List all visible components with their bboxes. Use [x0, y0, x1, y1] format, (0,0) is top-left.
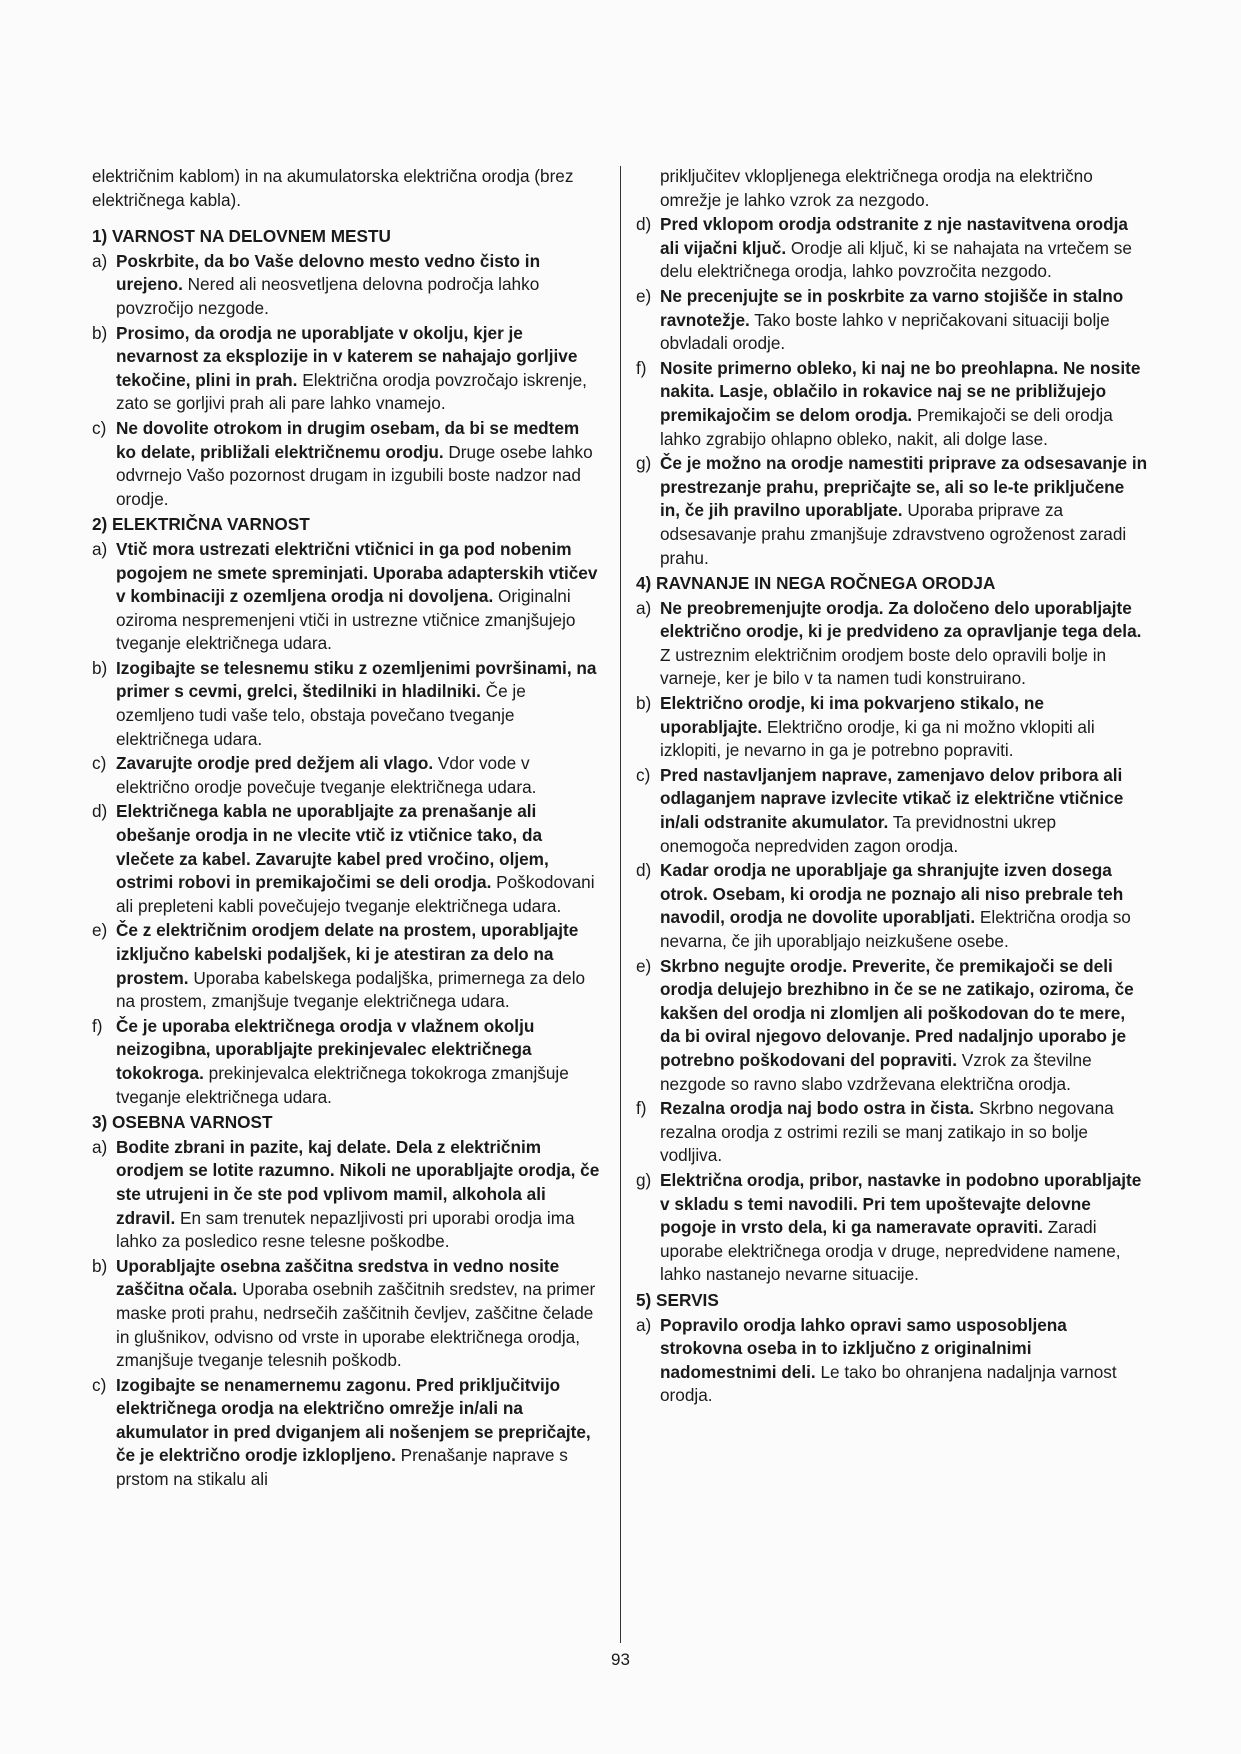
item-text: Le tako bo ohranjena nadaljnja varnost orodja. [660, 1361, 1117, 1406]
item-bold-text: Če je možno na orodje namestiti priprave za odsesavanje in prestrezanje prahu, prepričajte se, ali so le-te priključene in, če jih pravilno uporabljate. [660, 453, 1148, 521]
item-label: d) [636, 860, 652, 881]
item-text: prekinjevalca električnega tokokroga zmanjšuje tveganje električnega udara. [116, 1062, 569, 1107]
section-electrical-safety [92, 513, 604, 1109]
item-bold-text: Vtič mora ustrezati električni vtičnici in ga pod nobenim pogojem ne smete spreminjati. Uporaba adapterskih vtičev v kombinaciji z ozemljena orodja ni dovoljena. [116, 538, 598, 607]
list-item [636, 955, 1148, 1097]
item-text: Ta previdnostni ukrep onemogoča nepredviden zagon orodja. [660, 812, 1057, 856]
right-column [636, 165, 1148, 1409]
item-bold-text: Ne precenjujte se in poskrbite za varno stojišče in stalno ravnotežje. [660, 285, 1124, 330]
section-service [636, 1289, 1148, 1408]
item-text: Tako boste lahko v nepričakovani situaciji bolje obvladali orodje. [660, 309, 1110, 354]
item-text: Uporaba kabelskega podaljška, primernega za delo na prostem, zmanjšuje tveganje električnega udara. [116, 967, 586, 1012]
item-label: b) [636, 693, 652, 714]
list-item [92, 1374, 604, 1492]
list-item [636, 692, 1148, 763]
item-text: Druge osebe lahko odvrnejo Vašo pozornost drugam in izgubili boste nadzor nad orodje. [116, 441, 593, 509]
item-text: Skrbno negovana rezalna orodja z ostrimi rezili se manj zatikajo in so bolje vodljiva. [660, 1098, 1114, 1166]
item-text: Zaradi uporabe električnega orodja v druge, nepredvidene namene, lahko nastanejo nevarne situacije. [660, 1217, 1121, 1285]
section-heading: 2) ELEKTRIČNA VARNOST [92, 514, 310, 535]
item-label: d) [92, 801, 108, 822]
list-item [636, 764, 1148, 858]
item-bold-text: Električnega kabla ne uporabljajte za prenašanje ali obešanje orodja in ne vlecite vtič iz vtičnice tako, da vlečete za kabel. Zavarujte kabel pred vročino, oljem, ostrimi robovi in premikajočimi se deli orodja. [116, 801, 549, 893]
section-heading: 3) OSEBNA VARNOST [92, 1112, 273, 1133]
list-item [636, 357, 1148, 451]
section-heading: 4) RAVNANJE IN NEGA ROČNEGA ORODJA [636, 573, 996, 594]
left-column [92, 165, 604, 1493]
list-item [92, 800, 604, 918]
section-workplace-safety [92, 225, 604, 511]
column-divider [620, 166, 621, 1643]
list-item [636, 859, 1148, 953]
item-text: Poškodovani ali prepleteni kabli povečujejo tveganje električnega udara. [116, 872, 595, 916]
item-bold-text: Poskrbite, da bo Vaše delovno mesto vedno čisto in urejeno. [116, 250, 541, 295]
item-label: d) [636, 214, 652, 235]
item-label: b) [92, 322, 108, 343]
item-label: a) [636, 1314, 652, 1335]
continuation-paragraph: priključitev vklopljenega električnega orodja na električno omrežje je lahko vzrok za nezgodo. [660, 166, 1093, 210]
item-label: f) [636, 357, 647, 378]
item-label: e) [92, 920, 108, 941]
item-bold-text: Skrbno negujte orodje. Preverite, če premikajoči se deli orodja delujejo brezhibno in če se ne zatikajo, oziroma, če kakšen del orodja ni zlomljen ali poškodovan do te mere, da bi oviral njegovo delovanje. Pred nadaljnjo uporabo je potrebno poškodovani del popraviti. [660, 955, 1134, 1070]
item-bold-text: Ne preobremenjujte orodja. Za določeno delo uporabljajte električno orodje, ki je predvideno za opravljanje tega dela. [660, 597, 1142, 642]
intro-paragraph: električnim kablom) in na akumulatorska električna orodja (brez električnega kabla). [92, 166, 574, 210]
list-item [636, 1169, 1148, 1287]
section-heading: 5) SERVIS [636, 1289, 719, 1310]
list-item [92, 250, 604, 321]
item-bold-text: Rezalna orodja naj bodo ostra in čista. [660, 1098, 975, 1119]
page-number: 93 [611, 1650, 630, 1669]
item-text: Električna orodja so nevarna, če jih uporabljajo neizkušene osebe. [660, 907, 1131, 951]
list-item [92, 657, 604, 751]
item-bold-text: Bodite zbrani in pazite, kaj delate. Dela z električnim orodjem se lotite razumno. Nikoli ne uporabljajte orodja, če ste utrujeni in če ste pod vplivom mamil, alkohola ali zdravil. [116, 1136, 600, 1228]
item-text: Premikajoči se deli orodja lahko zgrabijo ohlapno obleko, nakit, ali dolge lase. [660, 404, 1113, 449]
list-item [92, 919, 604, 1013]
list-item [636, 285, 1148, 356]
item-label: a) [92, 250, 108, 271]
item-label: a) [92, 1136, 108, 1157]
item-bold-text: Če z električnim orodjem delate na prostem, uporabljajte izključno kabelski podaljšek, ki je atestiran za delo na prostem. [116, 920, 579, 988]
item-label: e) [636, 955, 652, 976]
list-item [636, 597, 1148, 691]
section-tool-use-care [636, 572, 1148, 1287]
item-label: g) [636, 453, 652, 474]
list-item [92, 1015, 604, 1109]
item-label: a) [636, 597, 652, 618]
list-item [92, 538, 604, 656]
item-label: c) [92, 753, 107, 774]
list-item [636, 452, 1148, 570]
item-text: Nered ali neosvetljena delovna področja lahko povzročijo nezgode. [116, 274, 540, 318]
item-label: e) [636, 285, 652, 306]
item-text: Električno orodje, ki ga ni možno vklopiti ali izklopiti, je nevarno in ga je potrebno popraviti. [660, 716, 1095, 761]
item-bold-text: Kadar orodja ne uporabljaje ga shranjujte izven dosega otrok. Osebam, ki orodja ne poznajo ali niso prebrale teh navodil, orodja ne dovolite uporabljati. [660, 860, 1124, 928]
item-text: Prenašanje naprave s prstom na stikalu ali [116, 1445, 568, 1490]
list-item [636, 1314, 1148, 1408]
list-item [636, 213, 1148, 284]
item-bold-text: Pred vklopom orodja odstranite z nje nastavitvena orodja ali vijačni ključ. [660, 214, 1128, 258]
list-item [92, 1255, 604, 1373]
item-label: b) [92, 1255, 108, 1276]
item-bold-text: Električna orodja, pribor, nastavke in podobno uporabljajte v skladu s temi navodili. Pri tem upoštevajte delovne pogoje in vrsto dela, ki ga nameravate opraviti. [660, 1169, 1142, 1238]
item-bold-text: Zavarujte orodje pred dežjem ali vlago. [116, 753, 434, 774]
list-item [92, 417, 604, 511]
item-text: Vzrok za številne nezgode so ravno slabo vzdrževana električna orodja. [660, 1049, 1092, 1094]
item-label: c) [636, 764, 651, 785]
item-text: En sam trenutek nepazljivosti pri uporabi orodja ima lahko za posledico resne telesne poškodbe. [116, 1207, 575, 1252]
item-text: Če je ozemljeno tudi vaše telo, obstaja povečano tveganje električnega udara. [116, 681, 526, 749]
item-text: Električna orodja povzročajo iskrenje, zato se gorljivi prah ali pare lahko vnamejo. [116, 369, 587, 414]
list-item [92, 752, 604, 799]
list-item [92, 1136, 604, 1254]
item-bold-text: Izogibajte se telesnemu stiku z ozemljenimi površinami, na primer s cevmi, grelci, štedilniki in hladilniki. [116, 657, 597, 702]
item-label: b) [92, 657, 108, 678]
item-text: Uporaba osebnih zaščitnih sredstev, na primer maske proti prahu, nedrsečih zaščitnih čevljev, zaščitne čelade in glušnikov, odvisno od vrste in uporabe električnega orodja, zmanjšuje tveganje telesnih poškodb. [116, 1279, 596, 1371]
item-label: f) [636, 1098, 647, 1119]
item-bold-text: Električno orodje, ki ima pokvarjeno stikalo, ne uporabljajte. [660, 693, 1044, 737]
item-label: a) [92, 538, 108, 559]
item-label: g) [636, 1169, 652, 1190]
item-bold-text: Nosite primerno obleko, ki naj ne bo preohlapna. Ne nosite nakita. Lasje, oblačilo in rokavice naj se ne približujejo premikajočim se delom orodja. [660, 357, 1141, 425]
list-item [636, 1097, 1148, 1168]
item-bold-text: Popravilo orodja lahko opravi samo usposobljena strokovna oseba in to izključno z originalnimi nadomestnimi deli. [660, 1314, 1067, 1382]
list-item [92, 322, 604, 416]
section-heading: 1) VARNOST NA DELOVNEM MESTU [92, 226, 391, 247]
item-label: f) [92, 1015, 103, 1036]
item-bold-text: Izogibajte se nenamernemu zagonu. Pred priključitvijo električnega orodja na električno omrežje in/ali na akumulator in pred dviganjem ali nošenjem se prepričajte, če je električno orodje izklopljeno. [116, 1374, 591, 1466]
section-personal-safety [92, 1111, 604, 1492]
item-text: Vdor vode v električno orodje povečuje tveganje električnega udara. [116, 753, 537, 797]
item-bold-text: Uporabljajte osebna zaščitna sredstva in vedno nosite zaščitna očala. [116, 1255, 560, 1300]
item-text: Originalni oziroma nespremenjeni vtiči in ustrezne vtičnice zmanjšujejo tveganje električnega udara. [116, 586, 576, 654]
item-text: Z ustreznim električnim orodjem boste delo opravili bolje in varneje, ker je bilo v ta namen tudi konstruirano. [660, 644, 1107, 689]
item-label: c) [92, 417, 107, 438]
item-bold-text: Pred nastavljanjem naprave, zamenjavo delov pribora ali odlaganjem naprave izvlecite vtikač iz električne vtičnice in/ali odstranite akumulator. [660, 764, 1124, 833]
item-bold-text: Prosimo, da orodja ne uporabljate v okolju, kjer je nevarnost za eksplozije in v katerem se nahajajo gorljive tekočine, plini in prah. [116, 322, 578, 390]
item-label: c) [92, 1374, 107, 1395]
item-bold-text: Če je uporaba električnega orodja v vlažnem okolju neizogibna, uporabljajte prekinjevalec električnega tokokroga. [116, 1015, 535, 1083]
item-bold-text: Ne dovolite otrokom in drugim osebam, da bi se medtem ko delate, približali električnemu orodju. [116, 417, 580, 462]
item-text: Orodje ali ključ, ki se nahajata na vrtečem se delu električnega orodja, lahko povzročita nezgodo. [660, 237, 1132, 282]
item-text: Uporaba priprave za odsesavanje prahu zmanjšuje zdravstveno ogroženost zaradi prahu. [660, 500, 1127, 568]
